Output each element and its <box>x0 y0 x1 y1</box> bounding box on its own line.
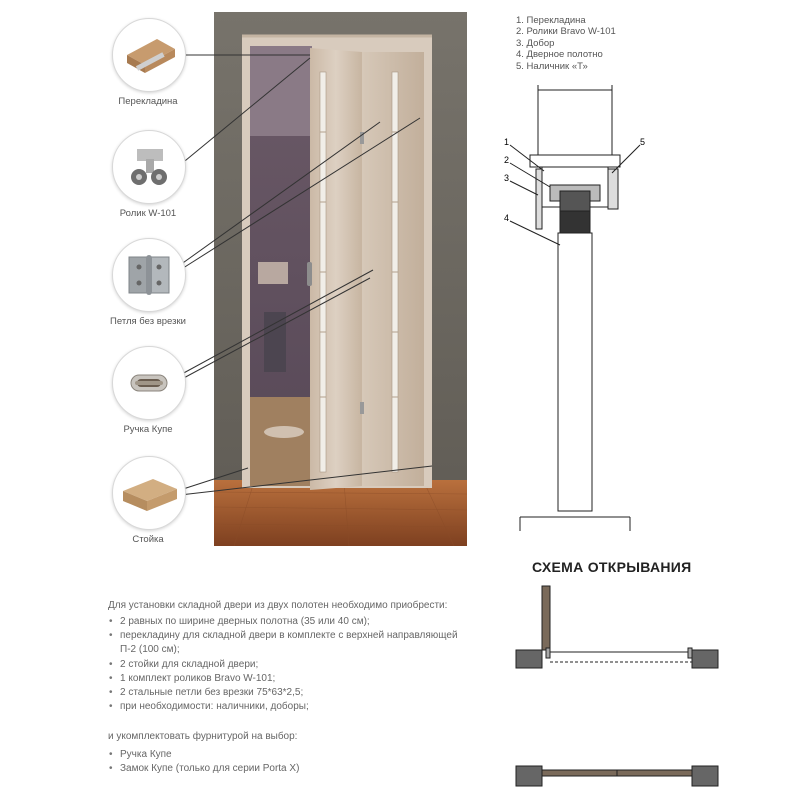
crossbar-icon <box>113 19 185 91</box>
callout-number: 3 <box>504 173 510 183</box>
list-item: П-2 (100 см); <box>120 644 180 656</box>
crossbar-thumbnail <box>112 18 186 92</box>
legend-item: 5. Наличник «Т» <box>516 60 588 72</box>
legend-item: 1. Перекладина <box>516 15 586 26</box>
roller-label: Ролик W-101 <box>119 208 177 219</box>
post-icon <box>113 457 185 529</box>
cross-section-drawing <box>490 85 660 545</box>
list-item: • перекладину для складной двери в комплекте с верхней направляющей <box>108 629 458 643</box>
extras-list <box>108 748 299 776</box>
legend-item: 2. Ролики Bravo W-101 <box>516 26 616 38</box>
list-item: • Ручка Купе <box>108 748 299 762</box>
list-item: • 2 стальные петли без врезки 75*63*2,5; <box>108 686 458 700</box>
roller-icon <box>113 131 185 203</box>
opening-scheme-closed <box>510 758 720 798</box>
list-item: • при необходимости: наличники, доборы; <box>108 700 458 714</box>
list-item: • 1 комплект роликов Bravo W-101; <box>108 672 458 686</box>
list-item: • Замок Купе (только для серии Porta X) <box>108 762 299 776</box>
callout-number: 4 <box>504 213 510 223</box>
list-item: • 2 стойки для складной двери; <box>108 658 458 672</box>
post-label: Стойка <box>132 534 164 545</box>
handle-icon <box>113 347 185 419</box>
callout-number: 5 <box>640 137 646 147</box>
hinge-icon <box>113 239 185 311</box>
scheme-title: СХЕМА ОТКРЫВАНИЯ <box>532 559 692 575</box>
opening-scheme-open <box>510 582 720 692</box>
callout-number: 1 <box>504 137 510 147</box>
post-thumbnail <box>112 456 186 530</box>
legend <box>516 15 616 72</box>
legend-item: 4. Дверное полотно <box>516 49 603 61</box>
handle-thumbnail <box>112 346 186 420</box>
crossbar-label: Перекладина <box>118 96 178 107</box>
callout-number: 2 <box>504 155 510 165</box>
handle-label: Ручка Купе <box>123 424 173 435</box>
requirements-intro: Для установки складной двери из двух полотен необходимо приобрести: <box>108 600 448 611</box>
roller-thumbnail <box>112 130 186 204</box>
legend-item: 3. Добор <box>516 37 555 49</box>
list-item: • 2 равных по ширине дверных полотна (35 или 40 см); <box>108 615 458 629</box>
extras-intro: и укомплектовать фурнитурой на выбор: <box>108 731 298 742</box>
requirements-list <box>108 615 458 714</box>
hinge-label: Петля без врезки <box>110 316 186 327</box>
hinge-thumbnail <box>112 238 186 312</box>
